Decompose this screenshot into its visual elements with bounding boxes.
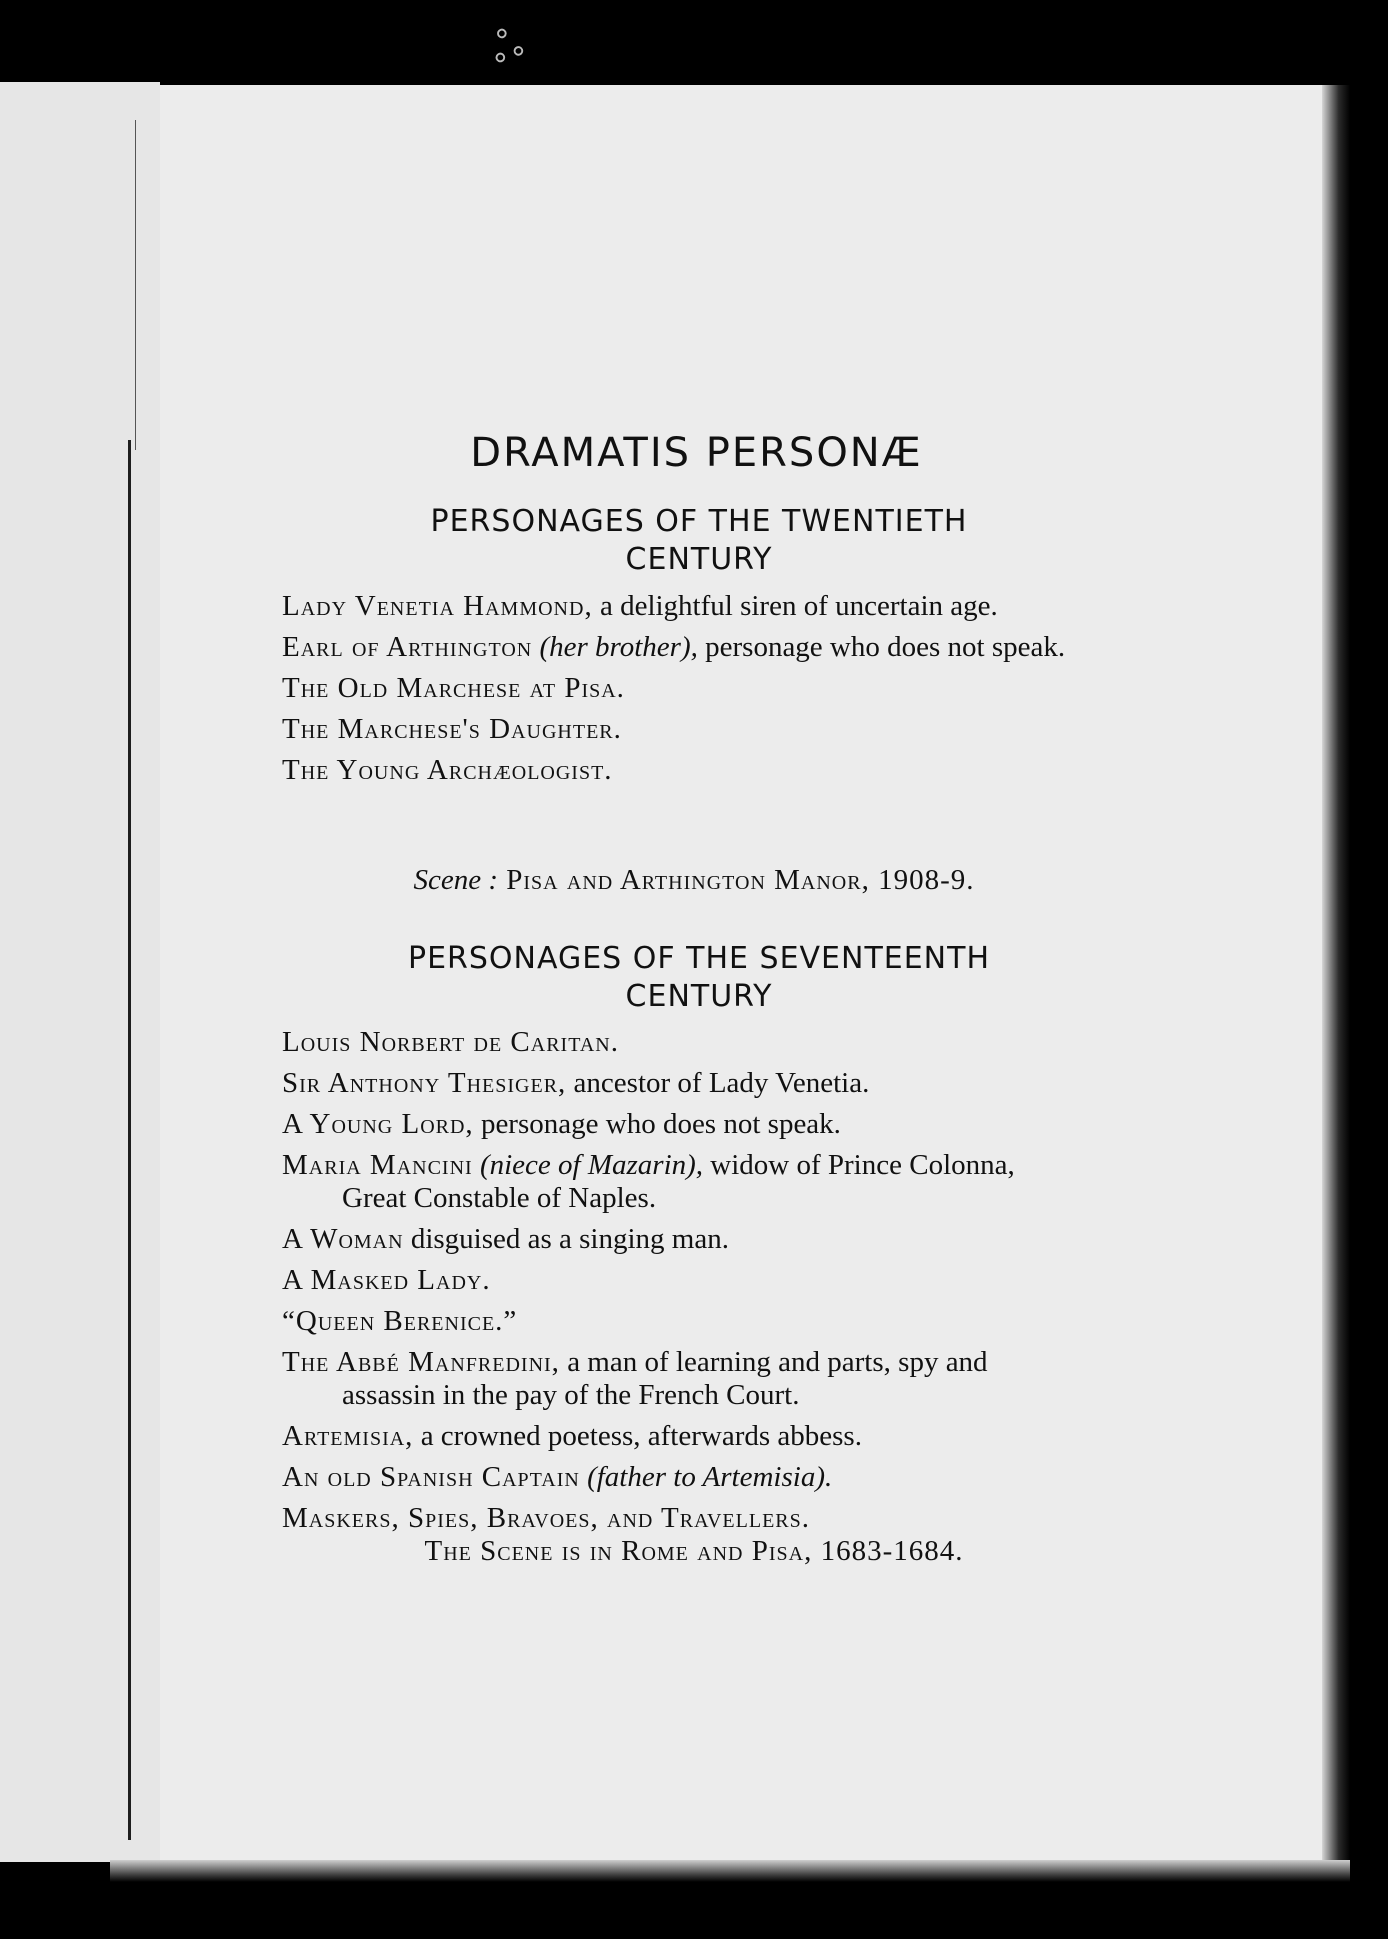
character-name: A Young Lord, — [282, 1108, 474, 1140]
cast-entry — [282, 1461, 1082, 1494]
cast-entry — [282, 1223, 1082, 1256]
character-name: “Queen Berenice.” — [282, 1305, 518, 1337]
scene-text: Pisa and Arthington Manor, 1908-9. — [498, 864, 975, 896]
cast-entry — [282, 672, 1082, 705]
character-description: a delightful siren of uncertain age. — [592, 590, 998, 622]
scene-text: The Scene is in Rome and Pisa, 1683-1684. — [424, 1535, 964, 1567]
cast-entry — [282, 1305, 1082, 1338]
scene-label: Scene : — [413, 864, 499, 896]
ink-smudge-mark: ஃ — [483, 19, 529, 73]
character-name: An old Spanish Captain — [282, 1461, 580, 1493]
scene-line-seventeenth — [0, 1534, 1388, 1568]
character-name: Sir Anthony Thesiger, — [282, 1067, 567, 1099]
character-name: The Marchese's Daughter. — [282, 713, 622, 745]
character-description: a crowned poetess, afterwards abbess. — [413, 1420, 862, 1452]
cast-entry — [282, 1149, 1082, 1215]
character-name: The Old Marchese at Pisa. — [282, 672, 625, 704]
cast-entry — [282, 1264, 1082, 1297]
cast-entry — [282, 590, 1082, 623]
character-name: The Abbé Manfredini, — [282, 1346, 560, 1378]
section-heading-twentieth — [0, 503, 1388, 579]
heading-line: PERSONAGES OF THE TWENTIETH — [430, 504, 968, 539]
cast-entry — [282, 631, 1082, 664]
cast-entry — [282, 1067, 1082, 1100]
character-description: widow of Prince Colonna, Great Constable of Naples. — [342, 1149, 1015, 1214]
character-description: ancestor of Lady Venetia. — [566, 1067, 870, 1099]
character-description: personage who does not speak. — [473, 1108, 841, 1140]
character-description: a man of learning and parts, spy and assassin in the pay of the French Court. — [342, 1346, 988, 1411]
character-name: Lady Venetia Hammond, — [282, 590, 593, 622]
character-name: Artemisia, — [282, 1420, 414, 1452]
cast-list-seventeenth — [282, 1026, 1082, 1543]
heading-line: CENTURY — [625, 979, 773, 1014]
character-description: personage who does not speak. — [697, 631, 1066, 663]
character-relation: (her brother), — [532, 631, 698, 663]
character-description: disguised as a singing man. — [403, 1223, 729, 1255]
heading-line: PERSONAGES OF THE SEVENTEENTH — [407, 941, 991, 976]
character-name: A Masked Lady. — [282, 1264, 491, 1296]
section-heading-seventeenth — [0, 940, 1388, 1016]
cast-entry — [282, 713, 1082, 746]
page-title: DRAMATIS PERSONÆ — [470, 430, 923, 476]
character-relation: (niece of Mazarin), — [472, 1149, 704, 1181]
cast-entry — [282, 1346, 1082, 1412]
cast-entry — [282, 1026, 1082, 1059]
cast-entry — [282, 754, 1082, 787]
cast-entry — [282, 1502, 1082, 1535]
character-relation: (father to Artemisia). — [579, 1461, 833, 1493]
character-name: The Young Archæologist. — [282, 754, 613, 786]
cast-entry — [282, 1420, 1082, 1453]
cast-entry — [282, 1108, 1082, 1141]
cast-list-twentieth — [282, 590, 1082, 795]
character-name: Maskers, Spies, Bravoes, and Travellers. — [282, 1502, 810, 1534]
character-name: Louis Norbert de Caritan. — [282, 1026, 619, 1058]
character-name: Earl of Arthington — [282, 631, 533, 663]
character-name: Maria Mancini — [282, 1149, 473, 1181]
scene-line-twentieth — [0, 863, 1388, 897]
character-name: A Woman — [282, 1223, 404, 1255]
heading-line: CENTURY — [625, 542, 773, 577]
